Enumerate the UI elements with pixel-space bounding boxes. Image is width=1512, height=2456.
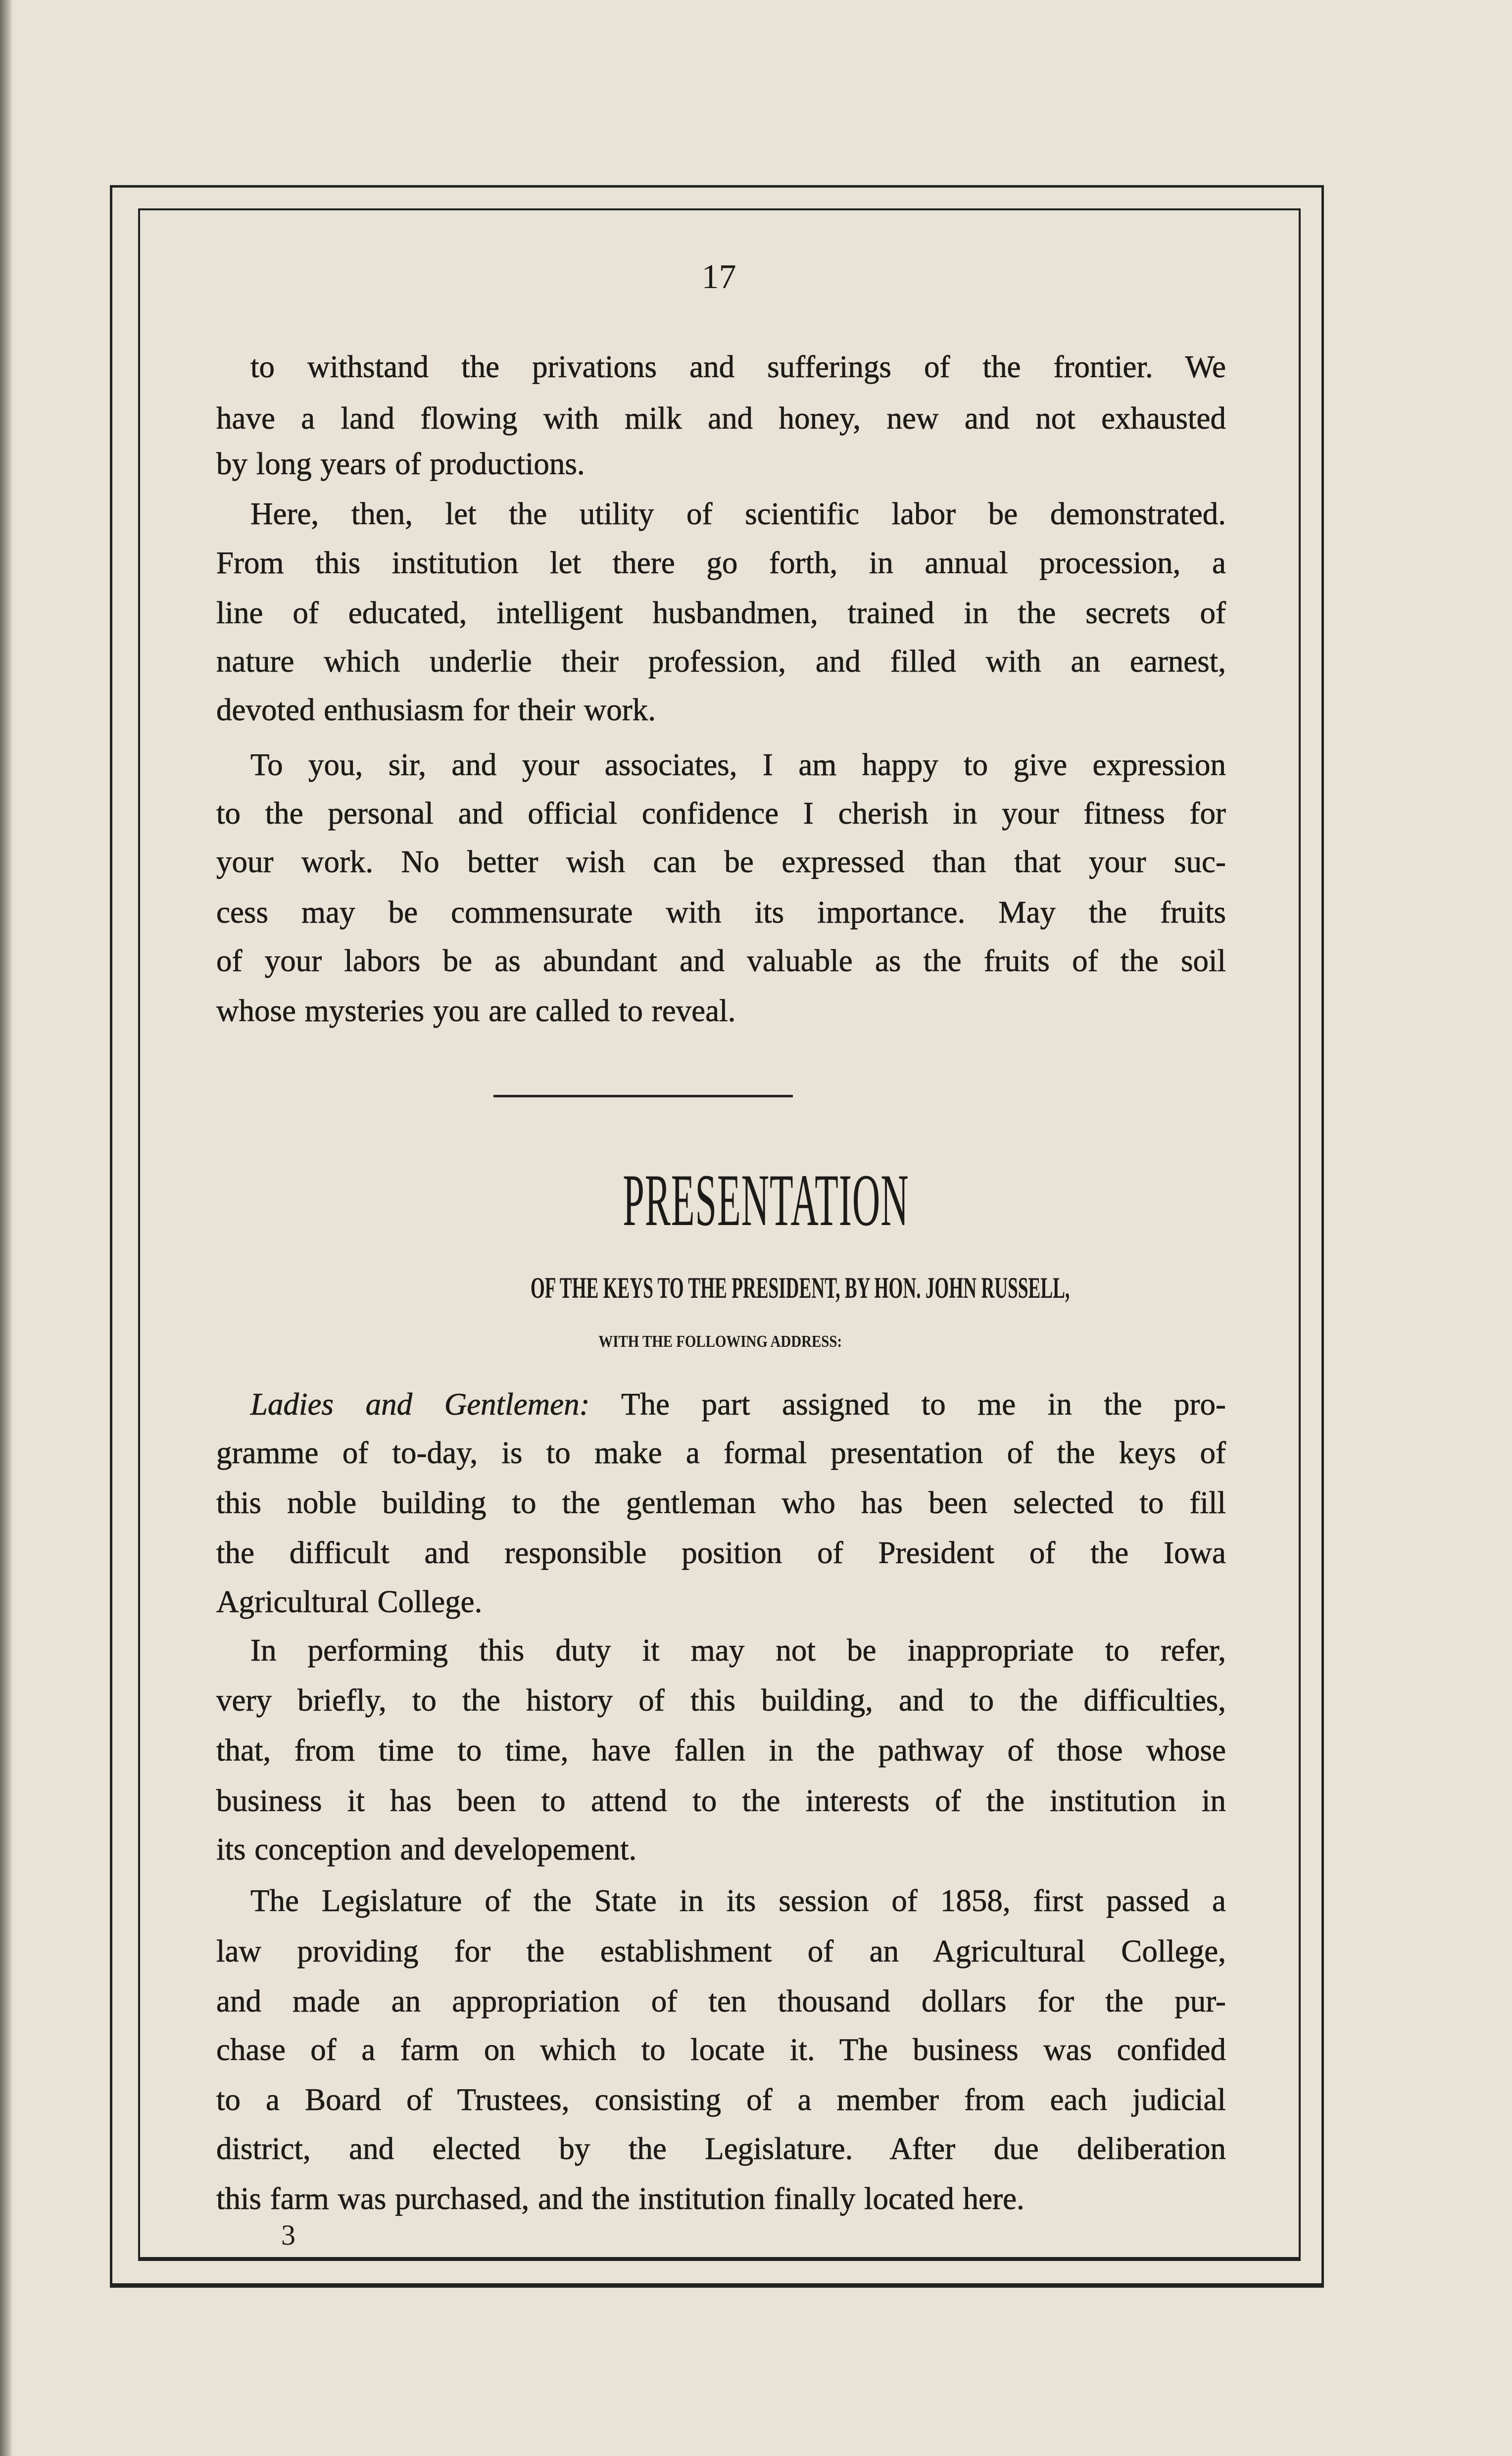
text-line bbox=[216, 2025, 1226, 2074]
text-line bbox=[216, 837, 1226, 886]
text-line-content: have a land flowing with milk and honey, new and not exhausted bbox=[216, 401, 1226, 436]
salutation: Ladies and Gentlemen: bbox=[250, 1387, 590, 1422]
text-line bbox=[216, 1725, 1226, 1775]
text-line bbox=[216, 1824, 1226, 1874]
text-line-content: line of educated, intelligent husbandmen, trained in the secrets of bbox=[216, 595, 1226, 630]
text-line-content: whose mysteries you are called to reveal. bbox=[216, 993, 736, 1028]
text-line bbox=[216, 637, 1226, 686]
text-line bbox=[216, 2124, 1226, 2173]
text-line bbox=[216, 538, 1226, 588]
section-subtitle bbox=[365, 1273, 1086, 1303]
signature-mark: 3 bbox=[281, 2219, 295, 2251]
text-line bbox=[216, 2174, 1226, 2223]
text-line-content: The Legislature of the State in its session of 1858, first passed a bbox=[250, 1883, 1226, 1918]
text-line-content: your work. No better wish can be expressed than that your suc- bbox=[216, 844, 1226, 879]
text-line-content: the difficult and responsible position of President of the Iowa bbox=[216, 1535, 1226, 1570]
text-line bbox=[216, 788, 1226, 838]
text-line bbox=[216, 1675, 1226, 1725]
text-line-content: its conception and developement. bbox=[216, 1832, 637, 1867]
text-line-content: The part assigned to me in the pro- bbox=[589, 1387, 1226, 1422]
text-line bbox=[250, 342, 1226, 392]
text-line bbox=[216, 1577, 1226, 1626]
text-line bbox=[216, 1976, 1226, 2026]
text-line bbox=[216, 986, 1226, 1035]
text-line bbox=[216, 393, 1226, 443]
text-line-content: nature which underlie their profession, and filled with an earnest, bbox=[216, 644, 1226, 679]
page-number: 17 bbox=[701, 258, 736, 296]
text-line-content: Agricultural College. bbox=[216, 1584, 483, 1619]
text-line bbox=[216, 1428, 1226, 1477]
text-line-content: that, from time to time, have fallen in the pathway of those whose bbox=[216, 1733, 1226, 1768]
text-line-content: cess may be commensurate with its importance. May the fruits bbox=[216, 895, 1226, 930]
text-line bbox=[216, 588, 1226, 638]
text-line-content: chase of a farm on which to locate it. The business was confided bbox=[216, 2032, 1226, 2067]
text-line bbox=[250, 489, 1226, 539]
text-line-content: by long years of productions. bbox=[216, 446, 585, 481]
text-line-content: gramme of to-day, is to make a formal presentation of the keys of bbox=[216, 1435, 1226, 1470]
text-line-content: to the personal and official confidence I cherish in your fitness for bbox=[216, 796, 1226, 831]
text-line-content: very briefly, to the history of this building, and to the difficulties, bbox=[216, 1683, 1226, 1718]
text-line bbox=[216, 887, 1226, 937]
text-line-content: to a Board of Trustees, consisting of a member from each judicial bbox=[216, 2082, 1226, 2117]
text-line-content: devoted enthusiasm for their work. bbox=[216, 692, 656, 727]
text-line-content: To you, sir, and your associates, I am happy to give expression bbox=[250, 747, 1226, 782]
text-line-content: district, and elected by the Legislature. After due deliberation bbox=[216, 2131, 1226, 2166]
section-title-text: PRESENTATION bbox=[623, 1159, 909, 1241]
text-line-content: and made an appropriation of ten thousand dollars for the pur- bbox=[216, 1984, 1226, 2018]
section-subsubtitle bbox=[547, 1333, 893, 1350]
section-divider bbox=[493, 1095, 793, 1097]
section-subsubtitle-text: WITH THE FOLLOWING ADDRESS: bbox=[598, 1332, 842, 1351]
text-line bbox=[216, 936, 1226, 985]
text-line-content: Here, then, let the utility of scientific labor be demonstrated. bbox=[250, 496, 1226, 531]
text-line bbox=[216, 1776, 1226, 1825]
text-line bbox=[250, 740, 1226, 789]
text-line bbox=[216, 2075, 1226, 2124]
text-line bbox=[216, 439, 1226, 489]
text-line bbox=[216, 1478, 1226, 1527]
text-line bbox=[216, 1528, 1226, 1577]
section-subtitle-text: OF THE KEYS TO THE PRESIDENT, BY HON. JOHN RUSSELL, bbox=[530, 1272, 1070, 1304]
text-line-content: to withstand the privations and sufferings of the frontier. We bbox=[250, 349, 1226, 384]
text-line bbox=[250, 1379, 1226, 1429]
book-spine-edge bbox=[0, 0, 13, 2456]
section-title bbox=[623, 1159, 909, 1241]
text-line bbox=[250, 1876, 1226, 1925]
text-line-content: From this institution let there go forth, in annual procession, a bbox=[216, 545, 1226, 580]
text-line bbox=[216, 1926, 1226, 1976]
text-line-content: law providing for the establishment of an Agricultural College, bbox=[216, 1934, 1226, 1968]
text-line-content: this farm was purchased, and the institution finally located here. bbox=[216, 2181, 1024, 2216]
text-line bbox=[250, 1625, 1226, 1675]
text-line bbox=[216, 685, 1226, 735]
text-line-content: of your labors be as abundant and valuable as the fruits of the soil bbox=[216, 943, 1226, 978]
text-line-content: In performing this duty it may not be inappropriate to refer, bbox=[250, 1633, 1226, 1668]
text-line-content: business it has been to attend to the interests of the institution in bbox=[216, 1783, 1226, 1818]
text-line-content: this noble building to the gentleman who has been selected to fill bbox=[216, 1485, 1226, 1520]
